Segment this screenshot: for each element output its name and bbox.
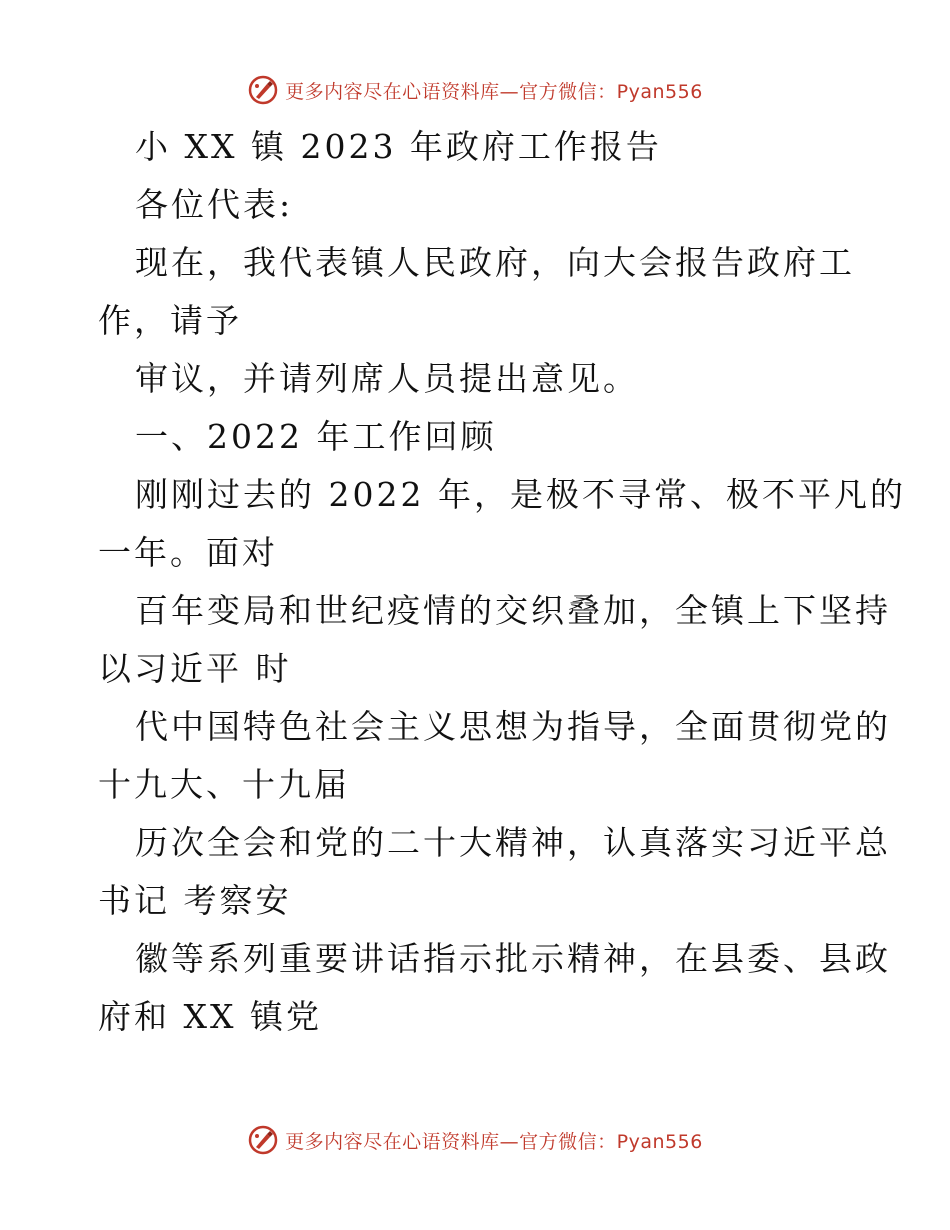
text-line: 徽等系列重要讲话指示批示精神，在县委、县政 bbox=[135, 939, 891, 978]
text-line: 刚刚过去的 2022 年，是极不寻常、极不平凡的 bbox=[135, 475, 906, 514]
watermark-header bbox=[0, 70, 950, 110]
text-line: 各位代表: bbox=[135, 185, 294, 224]
text-line: 府和 XX 镇党 bbox=[98, 997, 322, 1036]
watermark-footer bbox=[0, 1120, 950, 1160]
pen-logo-icon bbox=[247, 1124, 279, 1156]
text-line: 作，请予 bbox=[98, 301, 242, 340]
text-line: 一年。面对 bbox=[98, 533, 278, 572]
text-line: 一、2022 年工作回顾 bbox=[135, 417, 497, 456]
text-line: 以习近平 时 bbox=[98, 649, 292, 688]
text-line: 现在，我代表镇人民政府，向大会报告政府工 bbox=[135, 243, 855, 282]
pen-logo-icon bbox=[247, 74, 279, 106]
text-line: 代中国特色社会主义思想为指导，全面贯彻党的 bbox=[135, 707, 891, 746]
text-line: 书记 考察安 bbox=[98, 881, 292, 920]
watermark-text: 更多内容尽在心语资料库—官方微信：Pyan556 bbox=[285, 80, 703, 103]
watermark-text: 更多内容尽在心语资料库—官方微信：Pyan556 bbox=[285, 1130, 703, 1153]
text-line: 小 XX 镇 2023 年政府工作报告 bbox=[135, 127, 662, 166]
text-line: 百年变局和世纪疫情的交织叠加，全镇上下坚持 bbox=[135, 591, 891, 630]
text-line: 历次全会和党的二十大精神，认真落实习近平总 bbox=[135, 823, 891, 862]
document-body bbox=[98, 118, 906, 1046]
text-line: 十九大、十九届 bbox=[98, 765, 350, 804]
text-line: 审议，并请列席人员提出意见。 bbox=[135, 359, 639, 398]
